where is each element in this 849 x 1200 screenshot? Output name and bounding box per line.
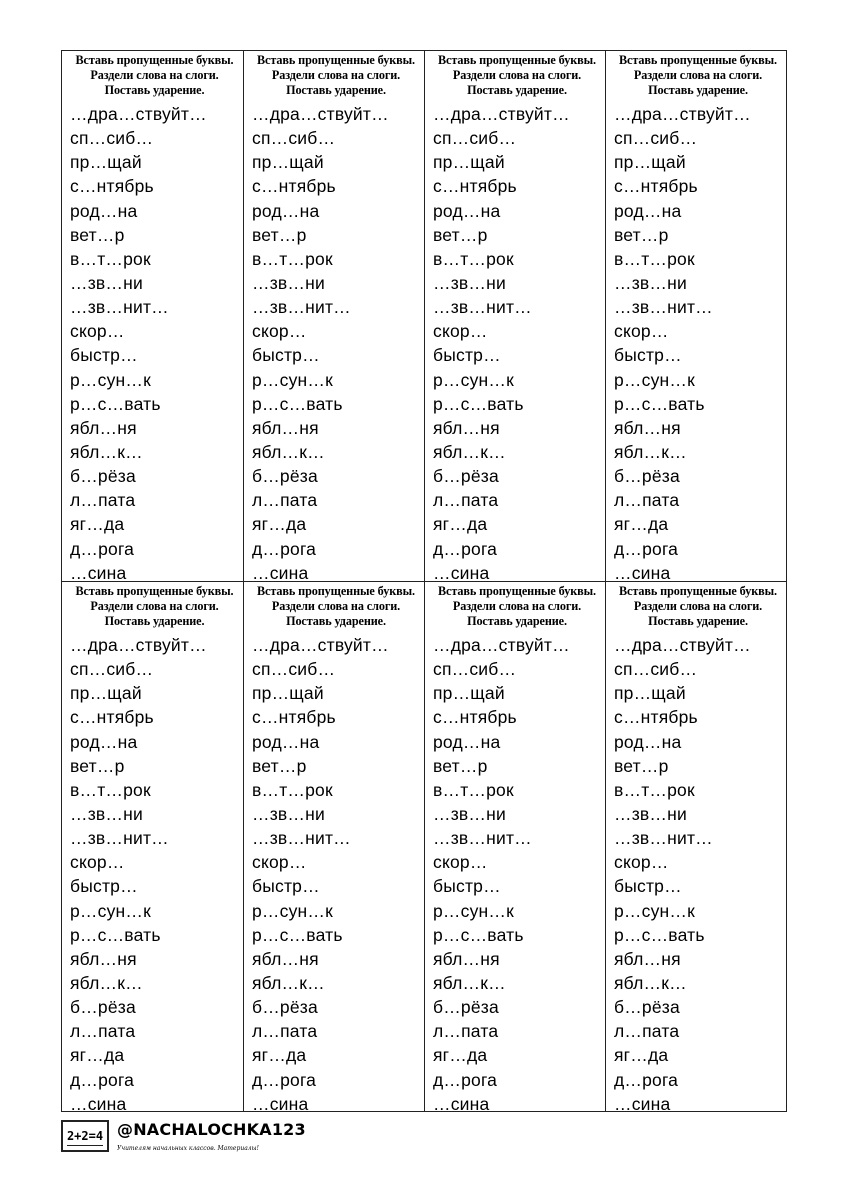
word-item: с…нтябрь [614, 707, 698, 728]
card-instruction: Вставь пропущенные буквы. Раздели слова на слоги. Поставь ударение. [75, 53, 234, 97]
logo-badge [61, 1120, 109, 1152]
word-item: в…т…рок [614, 779, 695, 800]
word-list [252, 633, 420, 1116]
word-item: …сина [433, 1093, 490, 1114]
worksheet-card [424, 582, 605, 1112]
word-item: род…на [70, 731, 138, 752]
word-item: ябл…к… [433, 441, 506, 462]
word-item: скор… [614, 852, 669, 873]
word-item: яг…да [252, 514, 307, 535]
word-item: р…с…вать [433, 924, 524, 945]
card-instruction: Вставь пропущенные буквы. Раздели слова на слоги. Поставь ударение. [438, 53, 596, 97]
word-item: …зв…нит… [433, 297, 532, 318]
word-item: сп…сиб… [252, 659, 336, 680]
word-item: ябл…к… [433, 972, 506, 993]
word-item: л…пата [252, 490, 318, 511]
word-item: сп…сиб… [433, 659, 517, 680]
word-item: в…т…рок [252, 779, 333, 800]
word-item: …зв…нит… [433, 828, 532, 849]
word-item: пр…щай [433, 683, 505, 704]
word-item: ябл…к… [252, 972, 325, 993]
word-item: яг…да [614, 514, 669, 535]
word-item: …дра…ствуйт… [252, 104, 389, 124]
word-item: вет…р [614, 224, 669, 245]
word-item: скор… [252, 321, 307, 342]
word-item: р…сун…к [70, 900, 151, 921]
word-item: …сина [252, 1093, 309, 1114]
word-item: сп…сиб… [70, 128, 154, 149]
word-item: р…сун…к [433, 900, 514, 921]
worksheet-card [605, 582, 786, 1112]
brand-tagline: Учителям начальных классов. Материалы! [117, 1145, 259, 1152]
word-item: ябл…к… [70, 441, 143, 462]
word-item: ябл…к… [614, 972, 687, 993]
card-instruction: Вставь пропущенные буквы. Раздели слова на слоги. Поставь ударение. [619, 53, 777, 97]
word-item: род…на [252, 731, 320, 752]
word-item: с…нтябрь [70, 176, 154, 197]
word-item: род…на [70, 200, 138, 221]
word-item: сп…сиб… [70, 659, 154, 680]
word-item: д…рога [70, 1069, 135, 1090]
word-item: ябл…ня [70, 417, 137, 438]
word-item: пр…щай [252, 683, 324, 704]
word-item: л…пата [614, 490, 680, 511]
word-item: вет…р [70, 224, 125, 245]
word-item: в…т…рок [70, 779, 151, 800]
card-instruction: Вставь пропущенные буквы. Раздели слова на слоги. Поставь ударение. [75, 584, 234, 628]
word-list [433, 633, 601, 1116]
word-item: пр…щай [252, 152, 324, 173]
word-item: …сина [614, 562, 671, 583]
word-item: ябл…ня [614, 948, 681, 969]
word-item: …сина [433, 562, 490, 583]
word-item: …зв…нит… [614, 828, 713, 849]
word-item: р…с…вать [614, 393, 705, 414]
word-item: в…т…рок [252, 248, 333, 269]
word-item: в…т…рок [614, 248, 695, 269]
word-item: р…сун…к [252, 369, 333, 390]
word-item: д…рога [433, 538, 498, 559]
word-item: сп…сиб… [614, 128, 698, 149]
word-item: в…т…рок [433, 248, 514, 269]
word-item: ябл…ня [70, 948, 137, 969]
worksheet-card [424, 51, 605, 581]
word-list [614, 633, 782, 1116]
word-item: быстр… [614, 345, 682, 366]
word-item: быстр… [433, 876, 501, 897]
word-item: …зв…нит… [614, 297, 713, 318]
word-item: р…сун…к [433, 369, 514, 390]
word-item: б…рёза [70, 997, 136, 1018]
word-item: быстр… [252, 876, 320, 897]
word-item: с…нтябрь [252, 707, 336, 728]
word-item: скор… [433, 852, 488, 873]
brand-handle: @NACHALOCHKA123 [117, 1120, 306, 1139]
word-item: сп…сиб… [614, 659, 698, 680]
word-list [70, 633, 239, 1116]
word-item: ябл…к… [70, 972, 143, 993]
word-item: ябл…к… [252, 441, 325, 462]
word-item: …зв…ни [70, 803, 143, 824]
word-item: пр…щай [433, 152, 505, 173]
word-item: б…рёза [70, 466, 136, 487]
word-item: …зв…ни [614, 272, 687, 293]
word-item: л…пата [70, 1021, 136, 1042]
word-item: д…рога [252, 1069, 317, 1090]
word-item: …дра…ствуйт… [433, 635, 570, 655]
word-item: быстр… [70, 876, 138, 897]
word-item: б…рёза [252, 466, 318, 487]
word-item: с…нтябрь [614, 176, 698, 197]
word-item: …дра…ствуйт… [433, 104, 570, 124]
word-item: пр…щай [614, 152, 686, 173]
footer [61, 1120, 306, 1160]
card-instruction: Вставь пропущенные буквы. Раздели слова на слоги. Поставь ударение. [619, 584, 777, 628]
brand [117, 1120, 306, 1154]
word-item: с…нтябрь [433, 176, 517, 197]
word-item: ябл…ня [433, 417, 500, 438]
worksheet-card [243, 51, 424, 581]
word-item: быстр… [70, 345, 138, 366]
word-item: …дра…ствуйт… [252, 635, 389, 655]
word-item: сп…сиб… [252, 128, 336, 149]
word-item: вет…р [614, 755, 669, 776]
word-item: пр…щай [614, 683, 686, 704]
word-item: …зв…ни [614, 803, 687, 824]
word-item: с…нтябрь [70, 707, 154, 728]
worksheet-card [62, 51, 243, 581]
word-item: …дра…ствуйт… [614, 104, 751, 124]
word-item: быстр… [614, 876, 682, 897]
word-item: р…с…вать [252, 924, 343, 945]
word-item: р…сун…к [252, 900, 333, 921]
word-item: ябл…ня [614, 417, 681, 438]
word-item: л…пата [70, 490, 136, 511]
word-item: яг…да [70, 1045, 125, 1066]
word-item: яг…да [70, 514, 125, 535]
word-item: р…сун…к [70, 369, 151, 390]
word-item: р…сун…к [614, 369, 695, 390]
word-item: д…рога [614, 1069, 679, 1090]
word-item: б…рёза [433, 997, 499, 1018]
word-item: род…на [252, 200, 320, 221]
word-item: яг…да [433, 514, 488, 535]
word-item: скор… [433, 321, 488, 342]
word-item: вет…р [433, 224, 488, 245]
word-item: б…рёза [252, 997, 318, 1018]
word-item: скор… [70, 321, 125, 342]
word-item: …сина [70, 1093, 127, 1114]
word-item: р…с…вать [433, 393, 524, 414]
worksheet-row-bottom [62, 581, 786, 1112]
word-item: …сина [252, 562, 309, 583]
word-item: …зв…ни [433, 272, 506, 293]
word-item: л…пата [614, 1021, 680, 1042]
word-item: вет…р [433, 755, 488, 776]
word-item: …зв…ни [252, 803, 325, 824]
word-item: д…рога [433, 1069, 498, 1090]
word-item: в…т…рок [433, 779, 514, 800]
word-item: л…пата [252, 1021, 318, 1042]
word-item: …зв…нит… [252, 828, 351, 849]
worksheet-card [605, 51, 786, 581]
worksheet-row-top [62, 51, 786, 581]
word-item: б…рёза [614, 997, 680, 1018]
word-item: быстр… [252, 345, 320, 366]
word-item: …зв…нит… [252, 297, 351, 318]
word-item: …зв…ни [433, 803, 506, 824]
word-item: …дра…ствуйт… [70, 635, 207, 655]
word-item: сп…сиб… [433, 128, 517, 149]
word-item: быстр… [433, 345, 501, 366]
word-item: …зв…ни [252, 272, 325, 293]
logo-text: 2+2=4 [66, 1129, 104, 1143]
card-instruction: Вставь пропущенные буквы. Раздели слова на слоги. Поставь ударение. [257, 53, 415, 97]
word-item: д…рога [252, 538, 317, 559]
word-item: род…на [614, 200, 682, 221]
word-item: …зв…ни [70, 272, 143, 293]
word-item: …дра…ствуйт… [614, 635, 751, 655]
word-item: род…на [614, 731, 682, 752]
word-item: …зв…нит… [70, 828, 169, 849]
word-item: род…на [433, 731, 501, 752]
card-instruction: Вставь пропущенные буквы. Раздели слова на слоги. Поставь ударение. [438, 584, 596, 628]
word-list [614, 102, 782, 585]
word-item: пр…щай [70, 152, 142, 173]
word-item: б…рёза [433, 466, 499, 487]
worksheet-card [243, 582, 424, 1112]
word-item: …дра…ствуйт… [70, 104, 207, 124]
word-item: б…рёза [614, 466, 680, 487]
word-item: скор… [70, 852, 125, 873]
card-instruction: Вставь пропущенные буквы. Раздели слова на слоги. Поставь ударение. [257, 584, 415, 628]
word-list [70, 102, 239, 585]
word-item: в…т…рок [70, 248, 151, 269]
word-item: л…пата [433, 490, 499, 511]
word-item: яг…да [614, 1045, 669, 1066]
word-item: род…на [433, 200, 501, 221]
word-item: скор… [614, 321, 669, 342]
word-item: р…с…вать [70, 393, 161, 414]
word-item: вет…р [70, 755, 125, 776]
word-item: …сина [614, 1093, 671, 1114]
word-item: вет…р [252, 755, 307, 776]
word-item: с…нтябрь [433, 707, 517, 728]
word-item: пр…щай [70, 683, 142, 704]
word-item: р…с…вать [70, 924, 161, 945]
word-item: ябл…ня [252, 417, 319, 438]
word-item: р…сун…к [614, 900, 695, 921]
word-list [252, 102, 420, 585]
word-item: ябл…ня [433, 948, 500, 969]
word-item: д…рога [614, 538, 679, 559]
word-item: …сина [70, 562, 127, 583]
worksheet-card [62, 582, 243, 1112]
word-item: с…нтябрь [252, 176, 336, 197]
word-item: яг…да [433, 1045, 488, 1066]
word-item: р…с…вать [614, 924, 705, 945]
word-item: ябл…к… [614, 441, 687, 462]
word-item: яг…да [252, 1045, 307, 1066]
word-item: л…пата [433, 1021, 499, 1042]
word-item: …зв…нит… [70, 297, 169, 318]
word-item: р…с…вать [252, 393, 343, 414]
word-item: вет…р [252, 224, 307, 245]
word-list [433, 102, 601, 585]
word-item: скор… [252, 852, 307, 873]
word-item: д…рога [70, 538, 135, 559]
worksheet-grid [61, 50, 787, 1112]
word-item: ябл…ня [252, 948, 319, 969]
